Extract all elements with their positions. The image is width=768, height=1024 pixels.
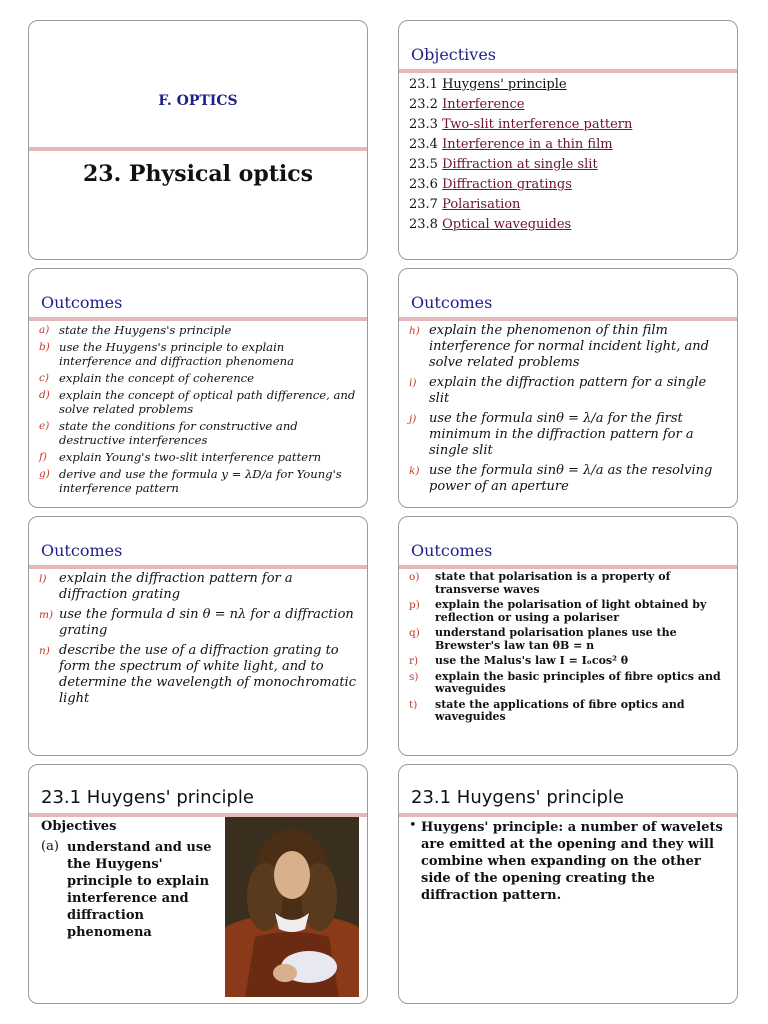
slide-heading: Outcomes xyxy=(411,541,493,560)
objective-link[interactable]: Polarisation xyxy=(442,197,521,212)
portrait-image xyxy=(225,817,359,997)
list-item[interactable]: 23.8 Optical waveguides xyxy=(409,217,572,232)
list-item: m) use the formula d sin θ = nλ for a diffraction grating xyxy=(39,607,354,638)
divider xyxy=(399,69,737,73)
outcomes-list xyxy=(409,323,729,499)
list-item: q) understand polarisation planes use the Brewster's law tan θB = n xyxy=(409,626,677,652)
slide-huygens-objectives xyxy=(28,764,368,1004)
list-item: b) use the Huygens's principle to explain interference and diffraction phenomena xyxy=(39,340,295,368)
outcomes-list xyxy=(39,571,359,711)
slide-outcomes-1 xyxy=(28,268,368,508)
list-item: t) state the applications of fibre optics and waveguides xyxy=(409,697,685,723)
slide-outcomes-2 xyxy=(398,268,738,508)
list-item: l) explain the diffraction pattern for a diffraction grating xyxy=(39,571,293,602)
objective-link[interactable]: Diffraction gratings xyxy=(442,177,572,192)
list-item: p) explain the polarisation of light obtained by reflection or using a polariser xyxy=(409,598,707,624)
divider xyxy=(29,565,367,569)
objective-link[interactable]: Huygens' principle xyxy=(442,77,567,92)
list-item[interactable]: 23.5 Diffraction at single slit xyxy=(409,157,598,172)
list-item: h) explain the phenomenon of thin film interference for normal incident light, and solve related problems xyxy=(409,323,709,370)
slide-huygens-principle xyxy=(398,764,738,1004)
slide-objectives xyxy=(398,20,738,260)
objective-marker: (a) xyxy=(41,839,59,854)
divider xyxy=(399,813,737,817)
list-item: i) explain the diffraction pattern for a single slit xyxy=(409,375,707,406)
divider xyxy=(399,317,737,321)
list-item[interactable]: 23.2 Interference xyxy=(409,97,525,112)
objective-link[interactable]: Optical waveguides xyxy=(442,217,572,232)
slide-heading: Outcomes xyxy=(411,293,493,312)
list-item[interactable]: 23.7 Polarisation xyxy=(409,197,521,212)
list-item: c) explain the concept of coherence xyxy=(39,371,255,385)
slide-outcomes-3 xyxy=(28,516,368,756)
divider xyxy=(399,565,737,569)
list-item[interactable]: 23.6 Diffraction gratings xyxy=(409,177,572,192)
divider xyxy=(29,317,367,321)
list-item: s) explain the basic principles of fibre optics and waveguides xyxy=(409,669,721,695)
divider xyxy=(29,147,367,151)
section-label: F. OPTICS xyxy=(158,93,238,109)
list-item: n) describe the use of a diffraction grating to form the spectrum of white light, and to determine the wavelength of monochromatic light xyxy=(39,643,357,706)
list-item: j) use the formula sinθ = λ/a for the first minimum in the diffraction pattern for a single slit xyxy=(409,411,694,458)
list-item: f) explain Young's two-slit interference pattern xyxy=(39,450,322,464)
slide-heading: 23.1 Huygens' principle xyxy=(41,787,254,808)
list-item: g) derive and use the formula y = λD/a for Young's interference pattern xyxy=(39,467,342,495)
objectives-list xyxy=(409,75,632,235)
objective-link[interactable]: Interference xyxy=(442,97,525,112)
list-item[interactable]: 23.1 Huygens' principle xyxy=(409,77,567,92)
outcomes-list xyxy=(39,323,359,498)
slide-heading: Outcomes xyxy=(41,293,123,312)
objective-link[interactable]: Two-slit interference pattern xyxy=(442,117,633,132)
objective-link[interactable]: Interference in a thin film xyxy=(442,137,613,152)
list-item: o) state that polarisation is a property of transverse waves xyxy=(409,570,671,596)
bullet-marker: • xyxy=(409,818,417,833)
outcomes-list xyxy=(409,571,729,727)
list-item: a) state the Huygens's principle xyxy=(39,323,232,337)
portrait-illustration xyxy=(225,817,359,997)
objectives-subhead: Objectives xyxy=(41,819,117,834)
list-item: k) use the formula sinθ = λ/a as the resolving power of an aperture xyxy=(409,463,713,494)
list-item: r) use the Malus's law I = Iₒcos² θ xyxy=(409,654,629,667)
slide-outcomes-4 xyxy=(398,516,738,756)
slide-heading: 23.1 Huygens' principle xyxy=(411,787,624,808)
slide-main-title: 23. Physical optics xyxy=(82,161,314,187)
objective-text: understand and use the Huygens' principle to explain interference and diffraction phenomena xyxy=(67,840,212,940)
list-item: e) state the conditions for constructive and destructive interferences xyxy=(39,419,298,447)
slide-title xyxy=(28,20,368,260)
list-item: d) explain the concept of optical path difference, and solve related problems xyxy=(39,388,356,416)
objective-link[interactable]: Diffraction at single slit xyxy=(442,157,598,172)
list-item[interactable]: 23.3 Two-slit interference pattern xyxy=(409,117,633,132)
list-item[interactable]: 23.4 Interference in a thin film xyxy=(409,137,613,152)
slide-heading: Objectives xyxy=(411,45,497,64)
slide-heading: Outcomes xyxy=(41,541,123,560)
principle-text: Huygens' principle: a number of wavelets are emitted at the opening and they will combine when expanding on the other side of the opening creating the diffraction pattern. xyxy=(421,820,723,903)
